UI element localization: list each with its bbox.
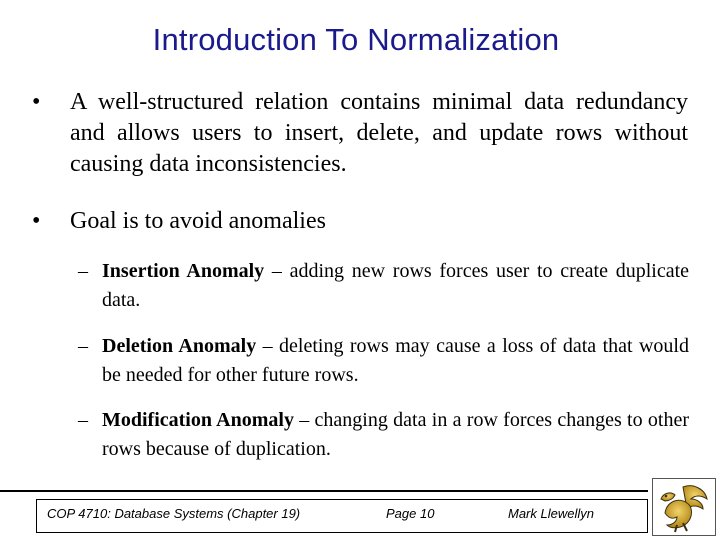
sub-bullet-description: – adding new rows forces user to create duplicate data. (102, 260, 690, 311)
sub-bullet-insertion (102, 257, 689, 315)
sub-bullet-marker-1: – (78, 260, 88, 282)
footer-author: Mark Llewellyn (508, 506, 594, 521)
bullet-marker-2: • (32, 208, 41, 234)
sub-bullet-term: Deletion Anomaly (102, 335, 257, 357)
bullet-text-1: A well-structured relation contains minimal data redundancy and allows users to insert, delete, and update rows without causing data inconsistencies. (70, 89, 688, 177)
sub-bullet-description: – deleting rows may cause a loss of data that would be needed for other future rows. (102, 335, 689, 386)
footer-page-number: Page 10 (386, 506, 435, 521)
sub-bullet-marker-2: – (78, 335, 88, 357)
bullet-marker-1: • (32, 89, 41, 115)
ucf-pegasus-logo-icon (652, 478, 716, 536)
sub-bullet-modification (102, 406, 689, 464)
footer-course: COP 4710: Database Systems (Chapter 19) (47, 506, 301, 521)
bullet-text-2: Goal is to avoid anomalies (70, 208, 326, 234)
sub-bullet-deletion (102, 332, 689, 390)
footer-divider (0, 490, 648, 492)
sub-bullet-description: – changing data in a row forces changes to other rows because of duplication. (102, 409, 689, 460)
sub-bullet-term: Insertion Anomaly (102, 260, 265, 282)
slide-title: Introduction To Normalization (152, 22, 560, 57)
sub-bullet-term: Modification Anomaly (102, 409, 294, 431)
logo-graphic (653, 479, 715, 535)
sub-bullet-marker-3: – (78, 409, 88, 431)
